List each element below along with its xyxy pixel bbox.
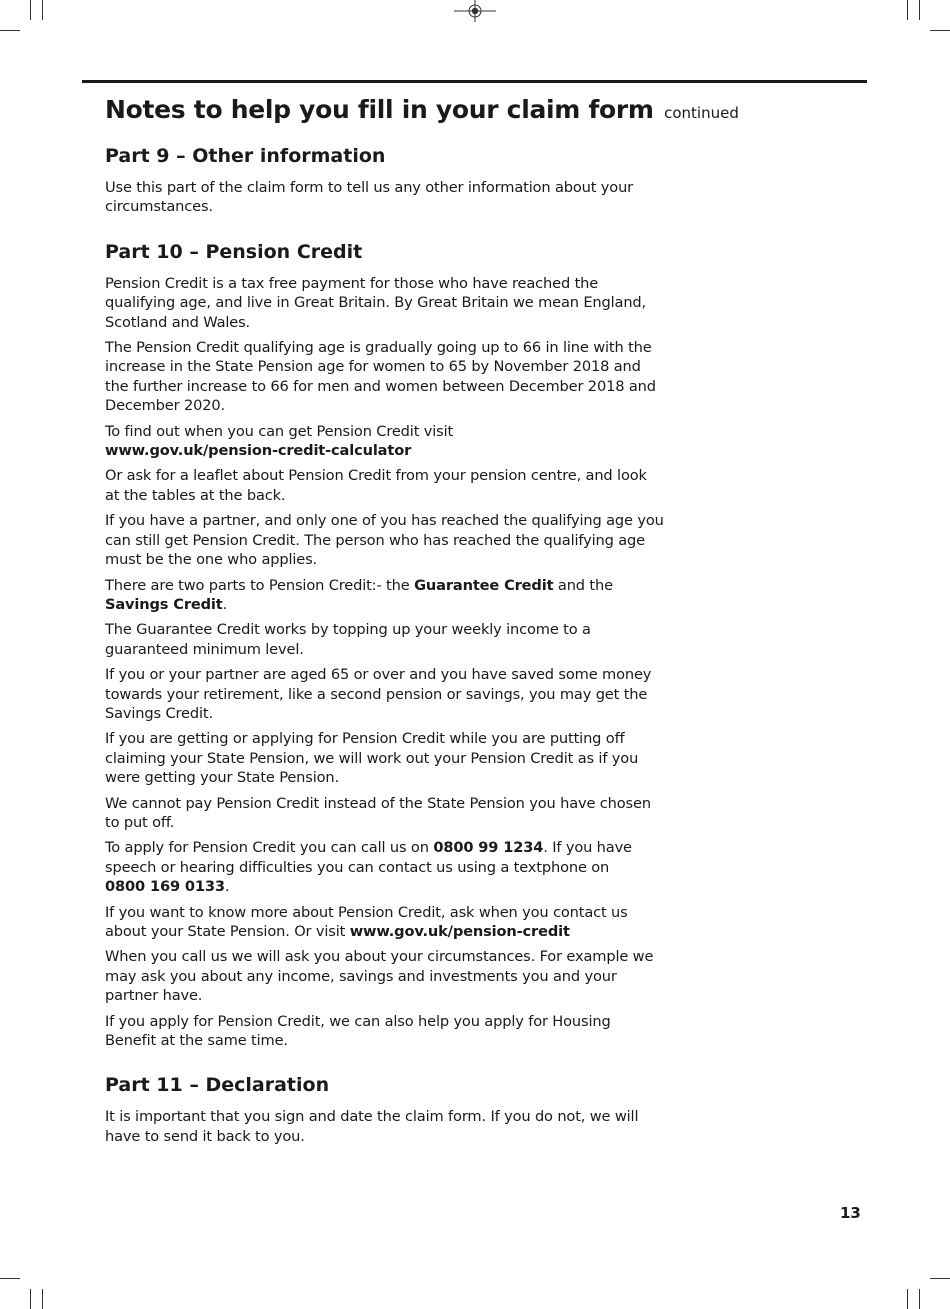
crop-mark-top-left-v1 (30, 0, 31, 20)
paragraph-housing-benefit: If you apply for Pension Credit, we can also help you apply for Housing Benefit at the same time. (105, 1012, 611, 1050)
paragraph-putting-off: If you are getting or applying for Pension Credit while you are putting off claiming your State Pension, we will work out your Pension Credit as if you were getting your State Pension. (105, 730, 639, 787)
page-number: 13 (840, 1204, 861, 1222)
paragraph-two-parts (105, 576, 665, 615)
apply-text-c: . (224, 878, 230, 896)
crop-mark-top-left-h (0, 30, 20, 31)
part-11-paragraph: It is important that you sign and date the claim form. If you do not, we will have to send it back to you. (105, 1108, 639, 1145)
crop-mark-top-right-v2 (919, 0, 920, 20)
textphone-number[interactable]: 0800 169 0133 (105, 878, 225, 896)
part-10-heading: Part 10 – Pension Credit (105, 240, 363, 263)
paragraph-leaflet: Or ask for a leaflet about Pension Credit from your pension centre, and look at the tables at the back. (105, 467, 647, 504)
paragraph-pension-credit-intro: Pension Credit is a tax free payment for those who have reached the qualifying age, and live in Great Britain. By Great Britain we mean England, Scotland and Wales. (105, 274, 647, 331)
two-parts-text-a: There are two parts to Pension Credit:- the (105, 576, 410, 594)
calculator-link[interactable]: www.gov.uk/pension-credit-calculator (105, 442, 412, 460)
paragraph-circumstances: When you call us we will ask you about your circumstances. For example we may ask you about any income, savings and investments you and your partner have. (105, 948, 654, 1005)
apply-text-b: . If you have speech or hearing difficulties you can contact us using a textphone on (105, 839, 632, 876)
registration-mark-icon (454, 0, 496, 22)
phone-number[interactable]: 0800 99 1234 (433, 839, 544, 857)
guarantee-credit-term: Guarantee Credit (414, 576, 554, 594)
section-part-10 (105, 239, 665, 1051)
paragraph-cannot-pay: We cannot pay Pension Credit instead of the State Pension you have chosen to put off. (105, 794, 651, 831)
crop-mark-bottom-left-v1 (30, 1289, 31, 1309)
page-title-text: Notes to help you fill in your claim form (105, 95, 654, 124)
pension-credit-link[interactable]: www.gov.uk/pension-credit (349, 923, 570, 940)
two-parts-text-e: . (222, 595, 228, 613)
section-part-11 (105, 1072, 665, 1146)
paragraph-know-more (105, 903, 665, 942)
crop-mark-top-right-h (930, 30, 950, 31)
savings-credit-term: Savings Credit (105, 595, 223, 613)
paragraph-calculator (105, 422, 665, 461)
paragraph-savings-credit: If you or your partner are aged 65 or over and you have saved some money towards your retirement, like a second pension or savings, you may get the Savings Credit. (105, 666, 652, 722)
top-rule (82, 80, 867, 83)
crop-mark-bottom-right-h (930, 1278, 950, 1279)
crop-mark-bottom-left-v2 (42, 1289, 43, 1309)
calculator-text: To find out when you can get Pension Credit visit (105, 422, 454, 440)
know-more-text: If you want to know more about Pension Credit, ask when you contact us about your State Pension. Or visit (105, 903, 628, 940)
crop-mark-top-right-v1 (907, 0, 908, 20)
paragraph-apply-phone (105, 838, 665, 896)
part-9-paragraph: Use this part of the claim form to tell us any other information about your circumstances. (105, 179, 634, 216)
part-9-heading: Part 9 – Other information (105, 145, 386, 167)
part-11-heading: Part 11 – Declaration (105, 1074, 330, 1097)
document-body (105, 92, 739, 1146)
apply-text-a: To apply for Pension Credit you can call us on (105, 839, 429, 857)
paragraph-qualifying-age: The Pension Credit qualifying age is gradually going up to 66 in line with the increase in the State Pension age for women to 65 by November 2018 and the further increase to 66 for men and women between December 2018 and December 2020. (105, 339, 656, 415)
crop-mark-top-left-v2 (42, 0, 43, 20)
page-title (105, 92, 739, 131)
crop-mark-bottom-left-h (0, 1278, 20, 1279)
crop-mark-bottom-right-v2 (919, 1289, 920, 1309)
paragraph-partner: If you have a partner, and only one of you has reached the qualifying age you can still get Pension Credit. The person who has reached the qualifying age must be the one who applies. (105, 512, 664, 569)
crop-mark-bottom-right-v1 (907, 1289, 908, 1309)
continued-label: continued (664, 104, 739, 122)
section-part-9 (105, 143, 665, 217)
paragraph-guarantee-credit: The Guarantee Credit works by topping up your weekly income to a guaranteed minimum level. (105, 621, 591, 658)
two-parts-text-c: and the (557, 576, 613, 594)
